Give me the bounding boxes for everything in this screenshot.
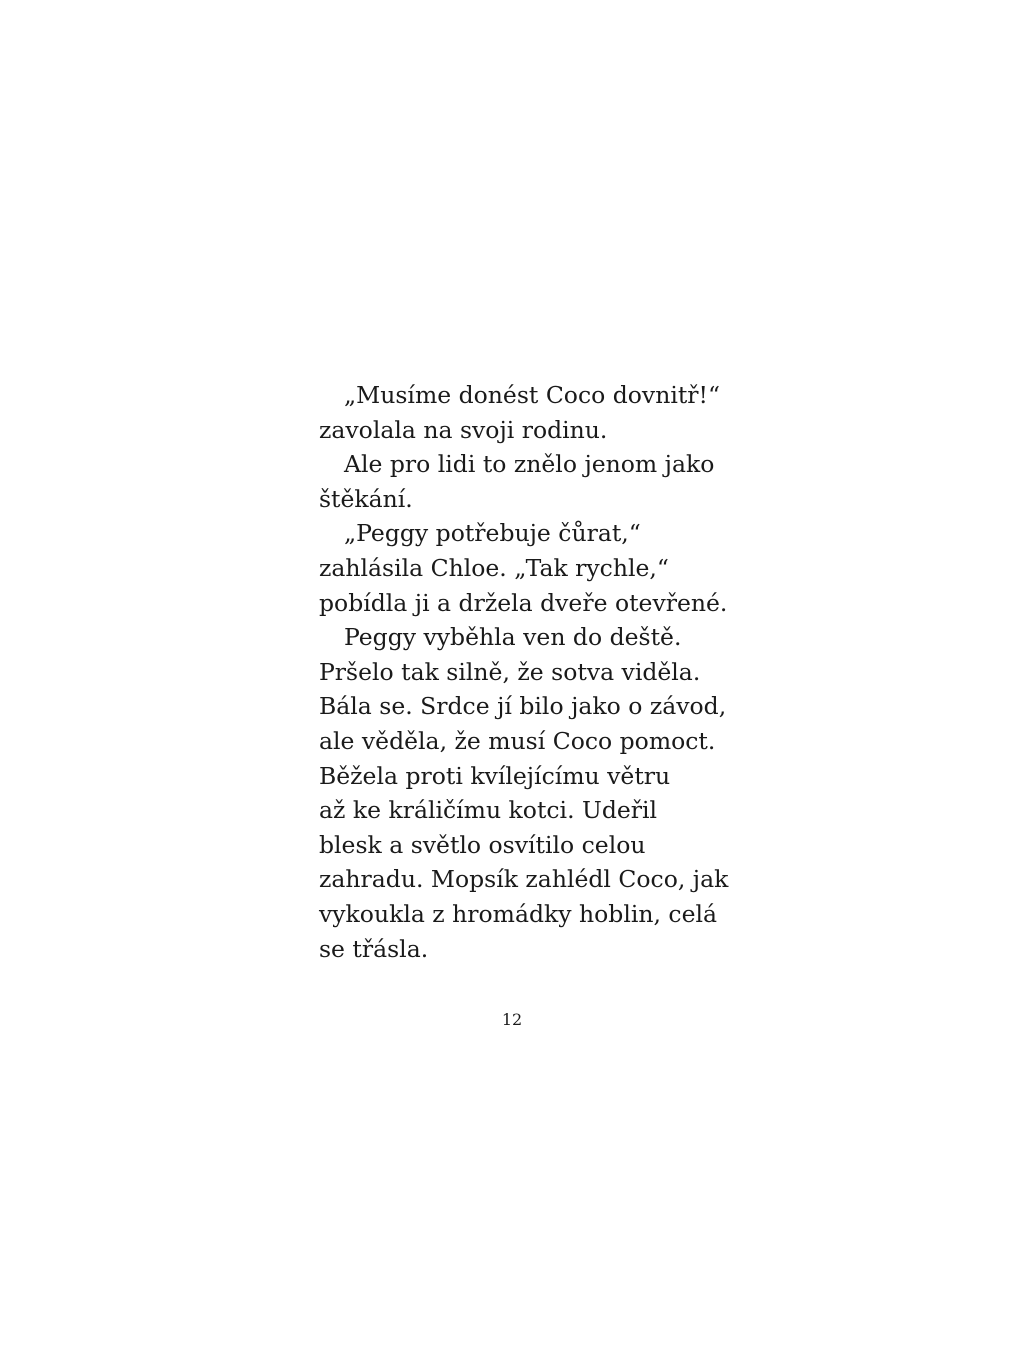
text-line: vykoukla z hromádky hoblin, celá	[319, 899, 718, 928]
text-line: se třásla.	[319, 934, 429, 963]
text-line: „Peggy potřebuje čůrat,“	[344, 519, 641, 548]
text-line: Pršelo tak silně, že sotva viděla.	[319, 657, 701, 686]
body-text	[319, 378, 739, 966]
text-line: ale věděla, že musí Coco pomoct.	[319, 726, 716, 755]
text-line: blesk a světlo osvítilo celou	[319, 830, 646, 859]
text-line: zavolala na svoji rodinu.	[319, 415, 608, 444]
page-number: 12	[501, 1010, 523, 1029]
text-line: až ke králičímu kotci. Udeřil	[319, 796, 658, 825]
text-line: zahradu. Mopsík zahlédl Coco, jak	[319, 865, 729, 894]
text-line: Bála se. Srdce jí bilo jako o závod,	[319, 692, 727, 721]
text-line: zahlásila Chloe. „Tak rychle,“	[319, 553, 669, 582]
text-line: štěkání.	[319, 484, 413, 513]
text-line: „Musíme donést Coco dovnitř!“	[344, 381, 720, 409]
text-line: Ale pro lidi to znělo jenom jako	[344, 450, 715, 479]
text-line: pobídla ji a držela dveře otevřené.	[319, 588, 728, 617]
text-line: Peggy vyběhla ven do deště.	[344, 623, 682, 652]
text-line: Běžela proti kvílejícímu větru	[319, 761, 671, 790]
